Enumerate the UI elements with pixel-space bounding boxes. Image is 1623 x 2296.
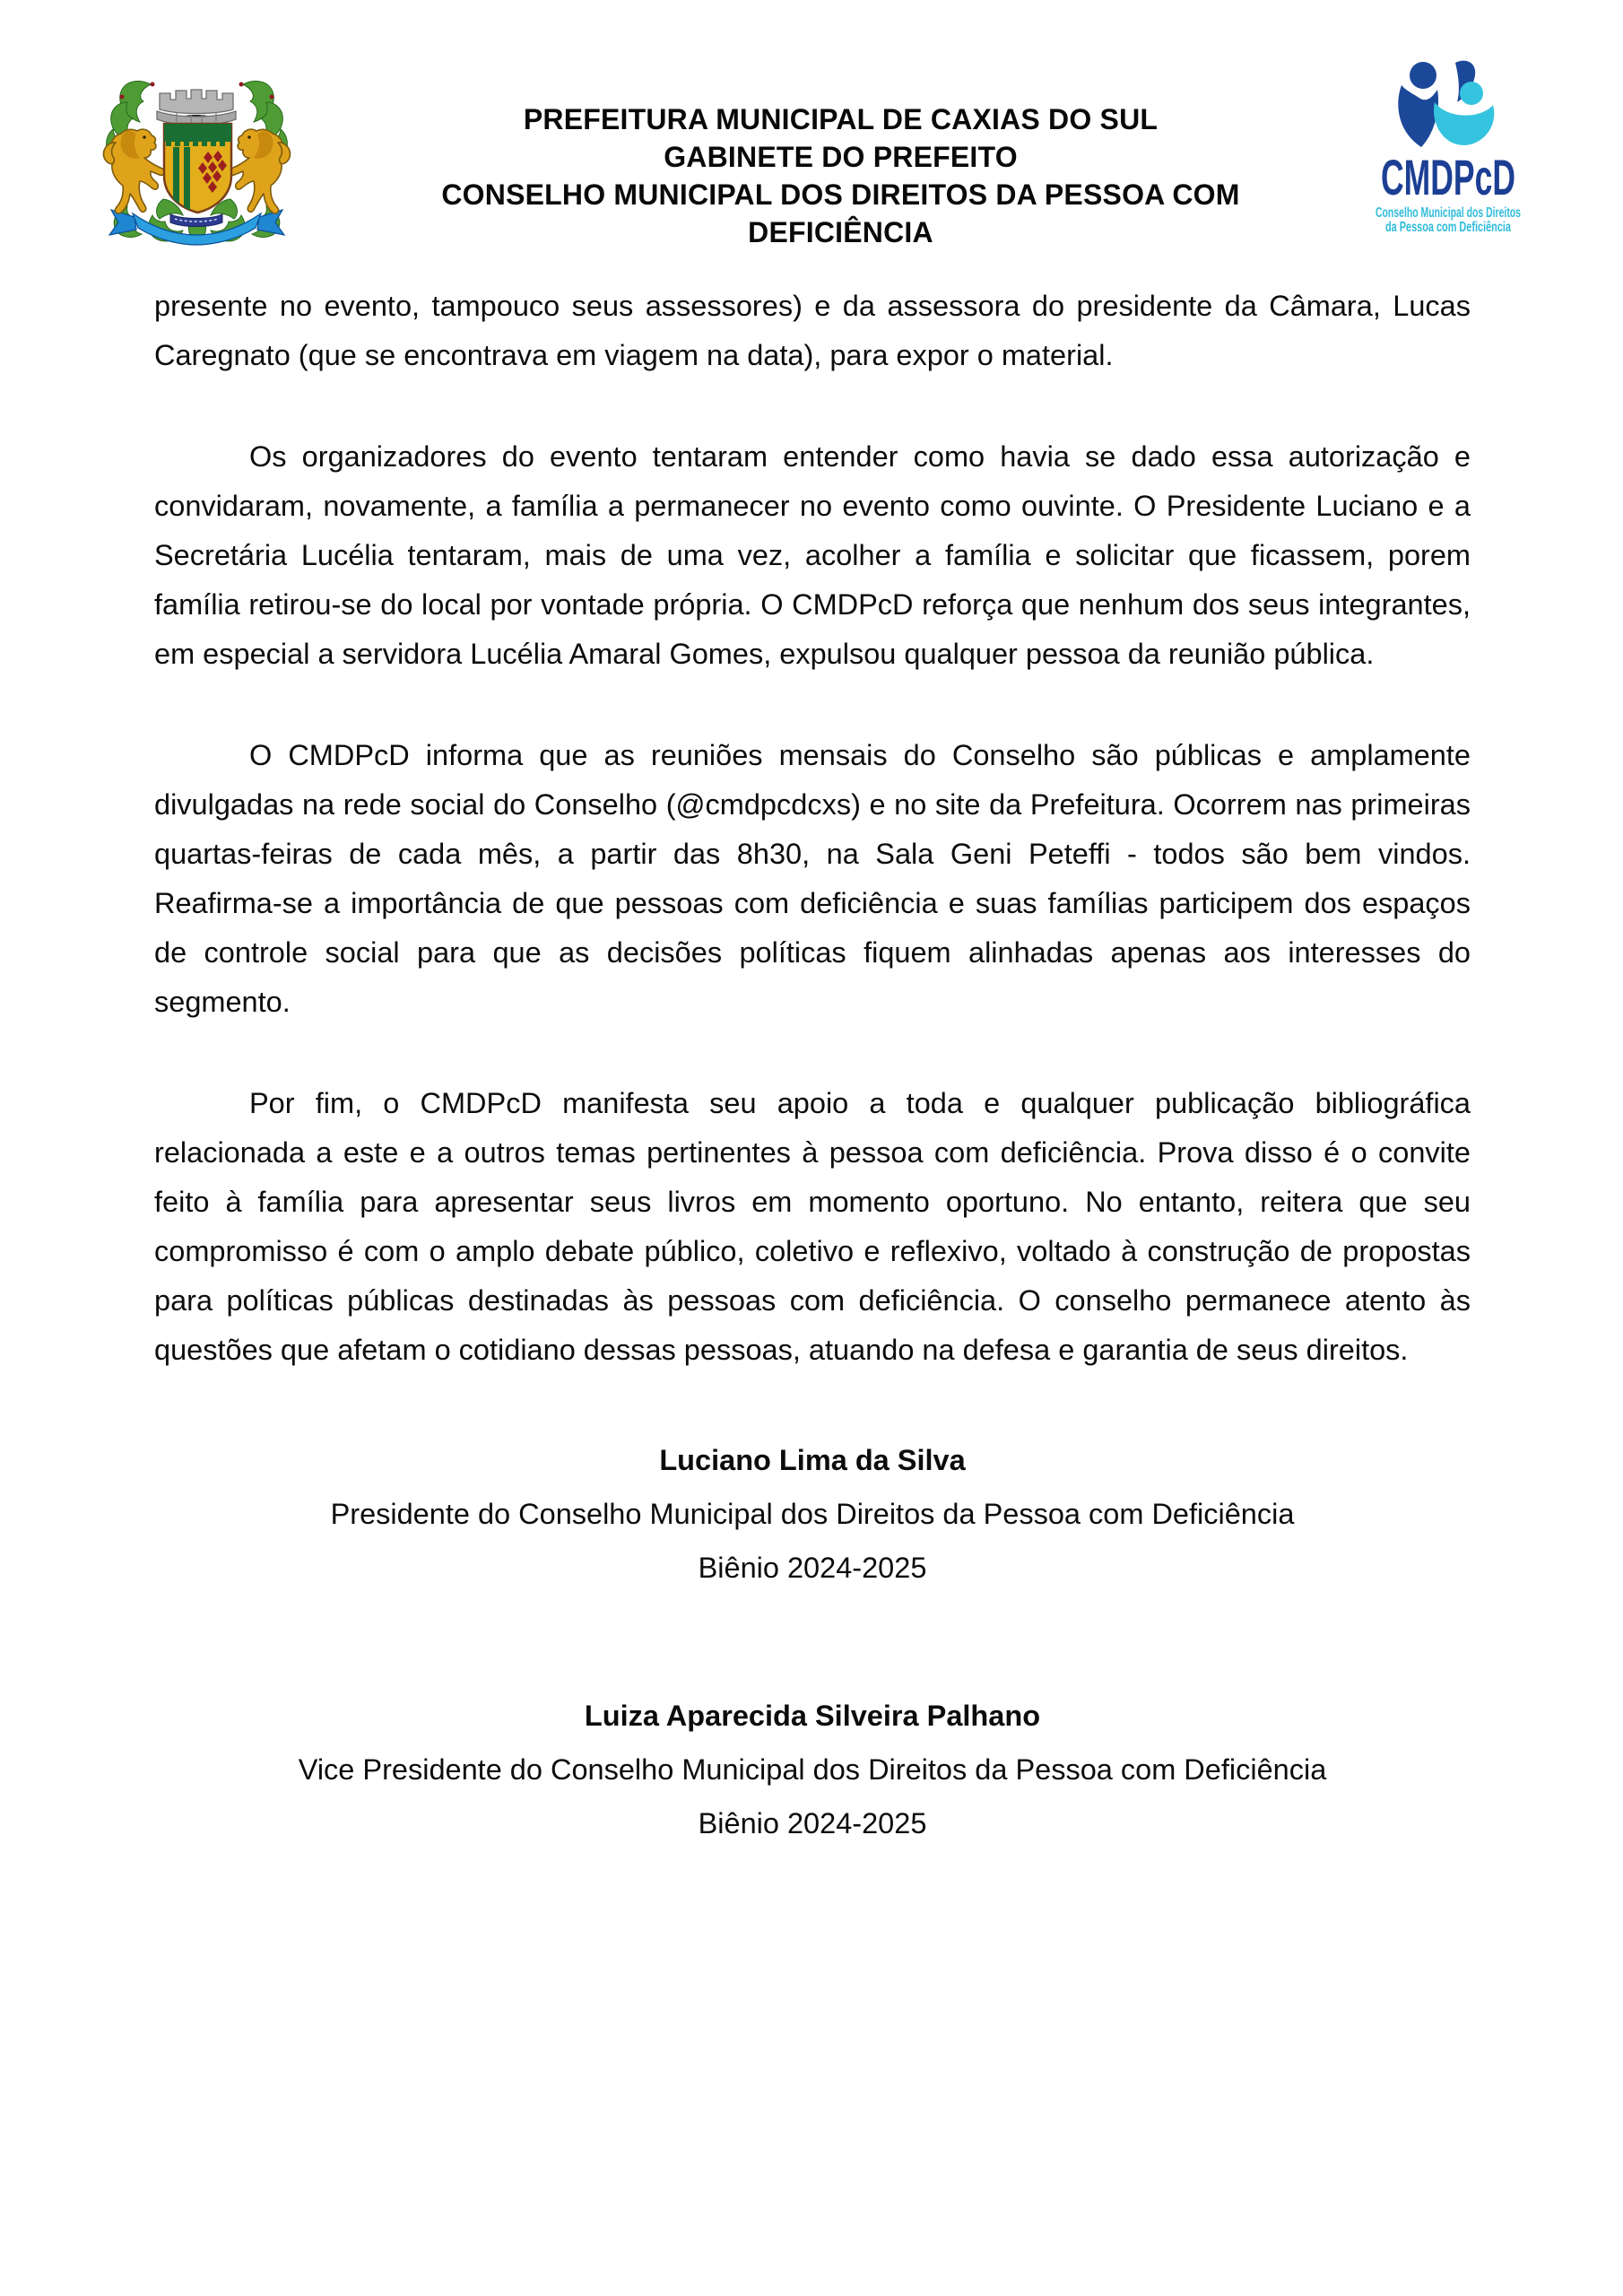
paragraph-3: O CMDPcD informa que as reuniões mensais do Conselho são públicas e amplamente divulgadas na rede social do Conselho (@cmdpcdcxs) e no site da Prefeitura. Ocorrem nas primeiras quartas-feiras de cada mês, a partir das 8h30, na Sala Geni Peteffi - todos são bem vindos. Reafirma-se a importância de que pessoas com deficiência e suas famílias participem dos espaços de controle social para que as decisões políticas fiquem alinhadas apenas aos interesses do segmento. (154, 739, 1471, 1018)
cmdpcd-caption-line-1: Conselho Municipal dos Direitos (1376, 205, 1522, 221)
vice-president-role: Vice Presidente do Conselho Municipal dos Direitos da Pessoa com Deficiência (298, 1753, 1327, 1786)
cmdpcd-acronym: CMDPcD (1381, 149, 1515, 205)
cmdpcd-caption-line-2: da Pessoa com Deficiência (1385, 220, 1512, 235)
letterhead-title (296, 100, 1385, 251)
president-role: Presidente do Conselho Municipal dos Direitos da Pessoa com Deficiência (330, 1498, 1295, 1530)
signature-section (154, 1433, 1471, 1850)
paragraph-1: presente no evento, tampouco seus assessores) e da assessora do presidente da Câmara, Lucas Caregnato (que se encontrava em viagem na data), para expor o material. (154, 290, 1471, 371)
letterhead-line-4: DEFICIÊNCIA (748, 216, 933, 248)
president-term: Biênio 2024-2025 (698, 1552, 927, 1584)
caxias-do-sul-coat-of-arms-icon (100, 75, 293, 250)
letterhead-line-3: CONSELHO MUNICIPAL DOS DIREITOS DA PESSOA COM (441, 178, 1240, 211)
signature-vice-president (154, 1689, 1471, 1850)
vice-president-term: Biênio 2024-2025 (698, 1807, 927, 1839)
vice-president-name: Luiza Aparecida Silveira Palhano (584, 1700, 1041, 1732)
letterhead (0, 0, 1623, 251)
letterhead-line-2: GABINETE DO PREFEITO (664, 141, 1018, 173)
coat-of-arms-box (90, 54, 296, 250)
cmdpcd-people-icon (1376, 56, 1547, 244)
paragraph-4: Por fim, o CMDPcD manifesta seu apoio a toda e qualquer publicação bibliográfica relacionada a este e a outros temas pertinentes à pessoa com deficiência. Prova disso é o convite feito à família para apresentar seus livros em momento oportuno. No entanto, reitera que seu compromisso é com o amplo debate público, coletivo e reflexivo, voltado à construção de propostas para políticas públicas destinadas às pessoas com deficiência. O conselho permanece atento às questões que afetam o cotidiano dessas pessoas, atuando na defesa e garantia de seus direitos. (154, 1087, 1471, 1366)
signature-president (154, 1433, 1471, 1595)
cmdpcd-logo (1376, 54, 1547, 244)
paragraph-2: Os organizadores do evento tentaram entender como havia se dado essa autorização e convidaram, novamente, a família a permanecer no evento como ouvinte. O Presidente Luciano e a Secretária Lucélia tentaram, mais de uma vez, acolher a família e solicitar que ficassem, porem família retirou-se do local por vontade própria. O CMDPcD reforça que nenhum dos seus integrantes, em especial a servidora Lucélia Amaral Gomes, expulsou qualquer pessoa da reunião pública. (154, 440, 1471, 670)
letterhead-line-1: PREFEITURA MUNICIPAL DE CAXIAS DO SUL (523, 103, 1159, 135)
letter-body (0, 282, 1623, 1850)
president-name: Luciano Lima da Silva (659, 1444, 966, 1476)
